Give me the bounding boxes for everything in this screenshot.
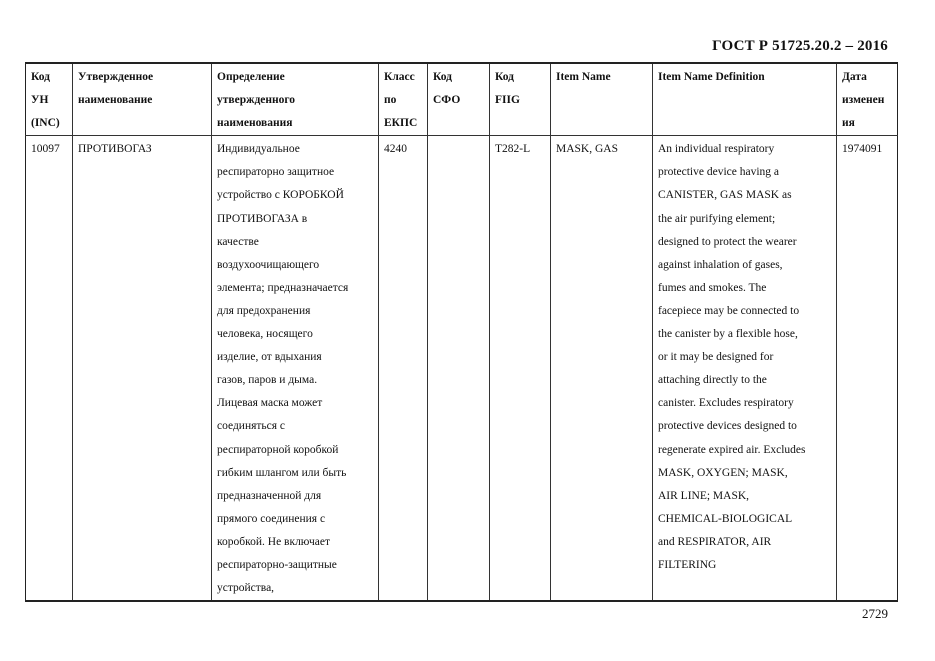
- text-line: Утвержденное: [78, 71, 154, 83]
- text-line: ия: [842, 117, 855, 130]
- cell-change-date: 1974091: [837, 136, 898, 602]
- text-line: качестве: [217, 235, 259, 248]
- text-line: по: [384, 94, 397, 107]
- text-line: Код: [433, 71, 453, 83]
- catalog-table: [25, 62, 898, 602]
- text-line: Код: [495, 71, 515, 83]
- cell-ekps-class: 4240: [379, 136, 428, 602]
- text-line: ПРОТИВОГАЗА в: [217, 212, 308, 225]
- text-line: An individual respiratory: [658, 143, 775, 156]
- text-line: изделие, от вдыхания: [217, 351, 322, 364]
- text-line: соединяться с: [217, 420, 286, 433]
- text-line: Код: [31, 71, 51, 83]
- header-sfo-code: [428, 63, 490, 136]
- cell-definition: [212, 136, 379, 602]
- text-line: FIIG: [495, 94, 520, 107]
- text-line: Item Name: [556, 71, 611, 83]
- text-line: facepiece may be connected to: [658, 304, 800, 317]
- text-line: FILTERING: [658, 558, 717, 571]
- text-line: ЕКПС: [384, 117, 418, 130]
- text-line: человека, носящего: [217, 328, 313, 341]
- header-row: [26, 63, 898, 136]
- page-number: 2729: [862, 606, 888, 621]
- text-line: респираторно-защитные: [217, 558, 337, 571]
- text-line: MASK, OXYGEN; MASK,: [658, 466, 788, 479]
- cell-sfo-code: [428, 136, 490, 602]
- text-line: УН: [31, 94, 49, 107]
- text-line: protective device having a: [658, 166, 780, 179]
- text-line: canister. Excludes respiratory: [658, 397, 794, 410]
- text-line: Item Name Definition: [658, 71, 765, 83]
- cell-approved-name: ПРОТИВОГАЗ: [73, 136, 212, 602]
- header-definition: [212, 63, 379, 136]
- text-line: CANISTER, GAS MASK as: [658, 189, 792, 202]
- header-ekps-class: [379, 63, 428, 136]
- text-line: AIR LINE; MASK,: [658, 489, 750, 502]
- text-line: прямого соединения с: [217, 512, 326, 525]
- text-line: against inhalation of gases,: [658, 258, 783, 271]
- table-row: [26, 136, 898, 602]
- header-item-name-definition: [653, 63, 837, 136]
- cell-inc: 10097: [26, 136, 73, 602]
- text-line: воздухоочищающего: [217, 258, 320, 271]
- text-line: респираторной коробкой: [217, 443, 339, 456]
- header-inc: [26, 63, 73, 136]
- text-line: and RESPIRATOR, AIR: [658, 535, 772, 548]
- text-line: the air purifying element;: [658, 212, 776, 225]
- text-line: Дата: [842, 71, 867, 83]
- cell-fiig-code: T282-L: [490, 136, 551, 602]
- text-line: респираторно защитное: [217, 166, 335, 179]
- header-item-name: [551, 63, 653, 136]
- text-line: Определение: [217, 71, 285, 83]
- text-line: наименования: [217, 117, 293, 130]
- text-line: коробкой. Не включает: [217, 535, 330, 548]
- header-fiig-code: [490, 63, 551, 136]
- text-line: элемента; предназначается: [217, 281, 349, 294]
- text-line: устройства,: [217, 582, 275, 595]
- text-line: Индивидуальное: [217, 143, 300, 156]
- header-approved-name: [73, 63, 212, 136]
- text-line: утвержденного: [217, 94, 296, 107]
- text-line: or it may be designed for: [658, 351, 774, 364]
- text-line: наименование: [78, 94, 153, 107]
- text-line: изменен: [842, 94, 885, 107]
- text-line: газов, паров и дыма.: [217, 374, 318, 387]
- text-line: Класс: [384, 71, 415, 83]
- text-line: Лицевая маска может: [217, 397, 323, 410]
- document-title: ГОСТ Р 51725.20.2 – 2016: [712, 38, 888, 54]
- header-change-date: [837, 63, 898, 136]
- text-line: fumes and smokes. The: [658, 281, 767, 294]
- text-line: attaching directly to the: [658, 374, 767, 387]
- text-line: для предохранения: [217, 304, 311, 317]
- text-line: устройство с КОРОБКОЙ: [217, 189, 344, 202]
- text-line: regenerate expired air. Excludes: [658, 443, 806, 456]
- text-line: the canister by a flexible hose,: [658, 328, 798, 341]
- text-line: designed to protect the wearer: [658, 235, 797, 248]
- text-line: гибким шлангом или быть: [217, 466, 347, 479]
- text-line: СФО: [433, 94, 461, 107]
- text-line: CHEMICAL-BIOLOGICAL: [658, 512, 793, 525]
- cell-item-name: MASK, GAS: [551, 136, 653, 602]
- cell-item-name-definition: [653, 136, 837, 602]
- text-line: (INC): [31, 117, 60, 130]
- text-line: protective devices designed to: [658, 420, 797, 433]
- text-line: предназначенной для: [217, 489, 322, 502]
